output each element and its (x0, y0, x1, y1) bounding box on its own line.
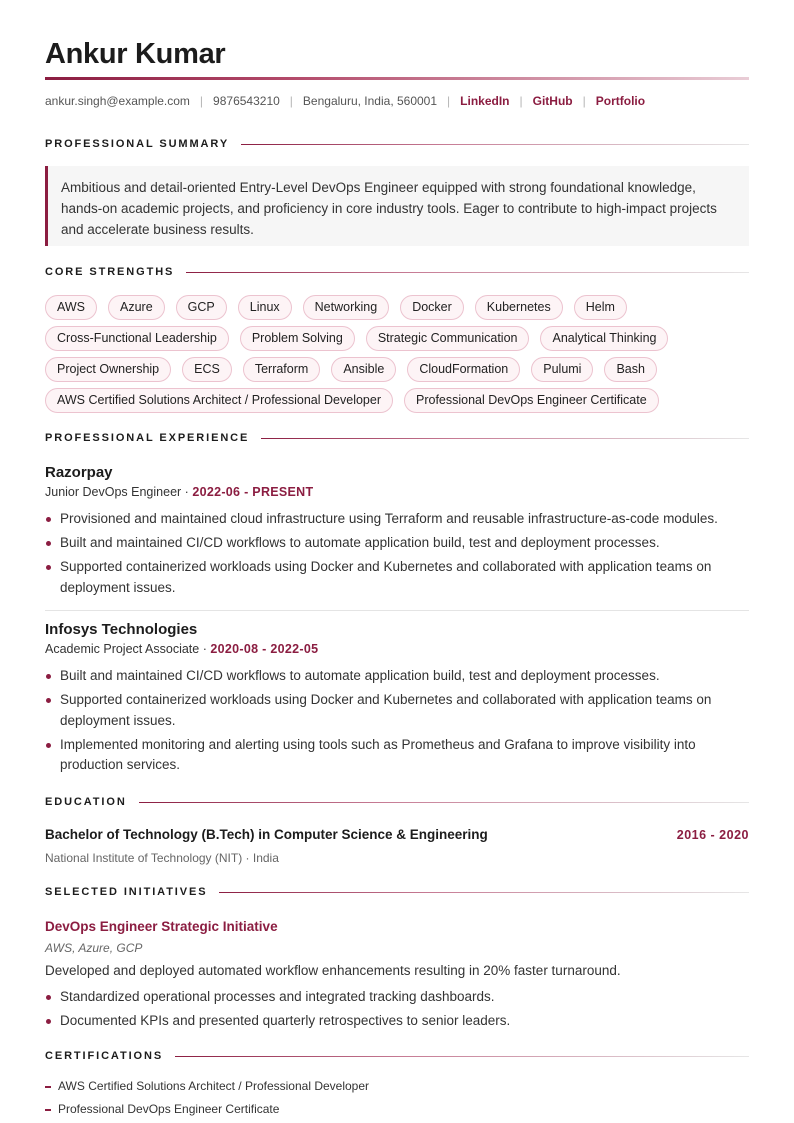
skill-chip: CloudFormation (407, 357, 520, 382)
name-underline (45, 77, 749, 80)
skill-chip: Docker (400, 295, 464, 320)
summary-line: hands-on academic projects, and proficiency in core industry tools. Eager to contribute to high-impact projects (61, 201, 717, 216)
section-header-strengths (45, 266, 749, 278)
chip-row (45, 357, 749, 382)
contact-separator: | (582, 94, 586, 108)
skill-chip: AWS (45, 295, 97, 320)
section-header-initiatives (45, 886, 749, 898)
list-item: Built and maintained CI/CD workflows to automate application build, test and deployment processes. (45, 666, 749, 687)
company-name: Razorpay (45, 464, 113, 481)
skill-chip: Kubernetes (475, 295, 563, 320)
chip-row (45, 295, 749, 320)
job-title: Academic Project Associate (45, 642, 200, 656)
summary-line: Ambitious and detail-oriented Entry-Level DevOps Engineer equipped with strong foundational knowledge, (61, 180, 696, 195)
job-dates: 2022-06 - PRESENT (192, 485, 314, 499)
section-header-certifications (45, 1050, 749, 1062)
initiative-tech: AWS, Azure, GCP (45, 941, 143, 955)
section-rule (261, 438, 749, 439)
skill-chip: GCP (176, 295, 227, 320)
chip-row (45, 326, 749, 351)
skill-chip: Project Ownership (45, 357, 171, 382)
degree-title: Bachelor of Technology (B.Tech) in Computer Science & Engineering (45, 827, 488, 842)
certification-item: Professional DevOps Engineer Certificate (45, 1101, 369, 1117)
certification-item: AWS Certified Solutions Architect / Professional Developer (45, 1078, 369, 1094)
contact-phone[interactable]: 9876543210 (213, 94, 280, 108)
section-title: CORE STRENGTHS (45, 266, 175, 278)
initiative-description: Developed and deployed automated workflow enhancements resulting in 20% faster turnaround. (45, 963, 621, 978)
skill-chip: Cross-Functional Leadership (45, 326, 229, 351)
github-link[interactable]: GitHub (532, 94, 573, 108)
role-dot: · (202, 642, 207, 656)
section-title: PROFESSIONAL EXPERIENCE (45, 432, 250, 444)
role-dot: · (184, 485, 189, 499)
job-role-line (45, 642, 749, 656)
contact-separator: | (199, 94, 204, 108)
skill-chip: Analytical Thinking (540, 326, 668, 351)
list-item: Provisioned and maintained cloud infrastructure using Terraform and reusable infrastructure-as-code modules. (45, 509, 749, 530)
section-rule (219, 892, 749, 893)
job-bullets (45, 666, 749, 776)
initiative-title: DevOps Engineer Strategic Initiative (45, 919, 278, 934)
summary-line: and accelerate business results. (61, 222, 254, 237)
section-rule (186, 272, 749, 273)
skill-chip: Pulumi (531, 357, 593, 382)
school-name: National Institute of Technology (NIT) · India (45, 851, 279, 865)
job-bullets (45, 509, 749, 598)
skill-chip: Azure (108, 295, 165, 320)
contact-email[interactable]: ankur.singh@example.com (45, 94, 190, 108)
section-title: EDUCATION (45, 796, 127, 808)
section-header-education (45, 796, 749, 808)
list-item: Supported containerized workloads using Docker and Kubernetes and collaborated with application teams on deployment issues. (45, 557, 749, 598)
entry-divider (45, 610, 749, 611)
skill-chip: AWS Certified Solutions Architect / Professional Developer (45, 388, 393, 413)
contact-location: Bengaluru, India, 560001 (302, 94, 438, 108)
experience-entry (45, 464, 749, 602)
experience-entry (45, 621, 749, 779)
skill-chip: ECS (182, 357, 232, 382)
linkedin-link[interactable]: LinkedIn (460, 94, 510, 108)
skill-chip: Helm (574, 295, 627, 320)
contact-separator: | (519, 94, 523, 108)
skill-chip: Terraform (243, 357, 320, 382)
skill-chip: Bash (604, 357, 657, 382)
section-title: CERTIFICATIONS (45, 1050, 164, 1062)
initiative-bullets (45, 987, 749, 1035)
contact-separator: | (447, 94, 451, 108)
section-title: PROFESSIONAL SUMMARY (45, 138, 230, 150)
summary-box (45, 166, 749, 246)
section-header-experience (45, 432, 749, 444)
certification-list (45, 1078, 369, 1123)
section-rule (241, 144, 749, 145)
contact-separator: | (289, 94, 293, 108)
skill-chip: Ansible (331, 357, 396, 382)
education-dates: 2016 - 2020 (676, 828, 749, 842)
section-rule (139, 802, 749, 803)
list-item: Documented KPIs and presented quarterly retrospectives to senior leaders. (45, 1011, 749, 1032)
list-item: Implemented monitoring and alerting using tools such as Prometheus and Grafana to improve visibility into production services. (45, 735, 749, 776)
skill-chip: Strategic Communication (366, 326, 530, 351)
list-item: Standardized operational processes and integrated tracking dashboards. (45, 987, 749, 1008)
portfolio-link[interactable]: Portfolio (595, 94, 646, 108)
skill-chip: Networking (303, 295, 390, 320)
list-item: Built and maintained CI/CD workflows to automate application build, test and deployment processes. (45, 533, 749, 554)
skill-chip: Problem Solving (240, 326, 355, 351)
company-name: Infosys Technologies (45, 621, 198, 638)
job-role-line (45, 485, 749, 499)
candidate-name: Ankur Kumar (45, 38, 226, 70)
job-dates: 2020-08 - 2022-05 (210, 642, 319, 656)
chip-row (45, 388, 749, 413)
list-item: Supported containerized workloads using Docker and Kubernetes and collaborated with application teams on deployment issues. (45, 690, 749, 731)
contact-bar (45, 94, 645, 108)
job-title: Junior DevOps Engineer (45, 485, 182, 499)
skill-chip: Professional DevOps Engineer Certificate (404, 388, 659, 413)
section-header-summary (45, 138, 749, 150)
section-title: SELECTED INITIATIVES (45, 886, 208, 898)
skill-chip: Linux (238, 295, 292, 320)
skills-chip-list (45, 295, 749, 419)
section-rule (175, 1056, 749, 1057)
